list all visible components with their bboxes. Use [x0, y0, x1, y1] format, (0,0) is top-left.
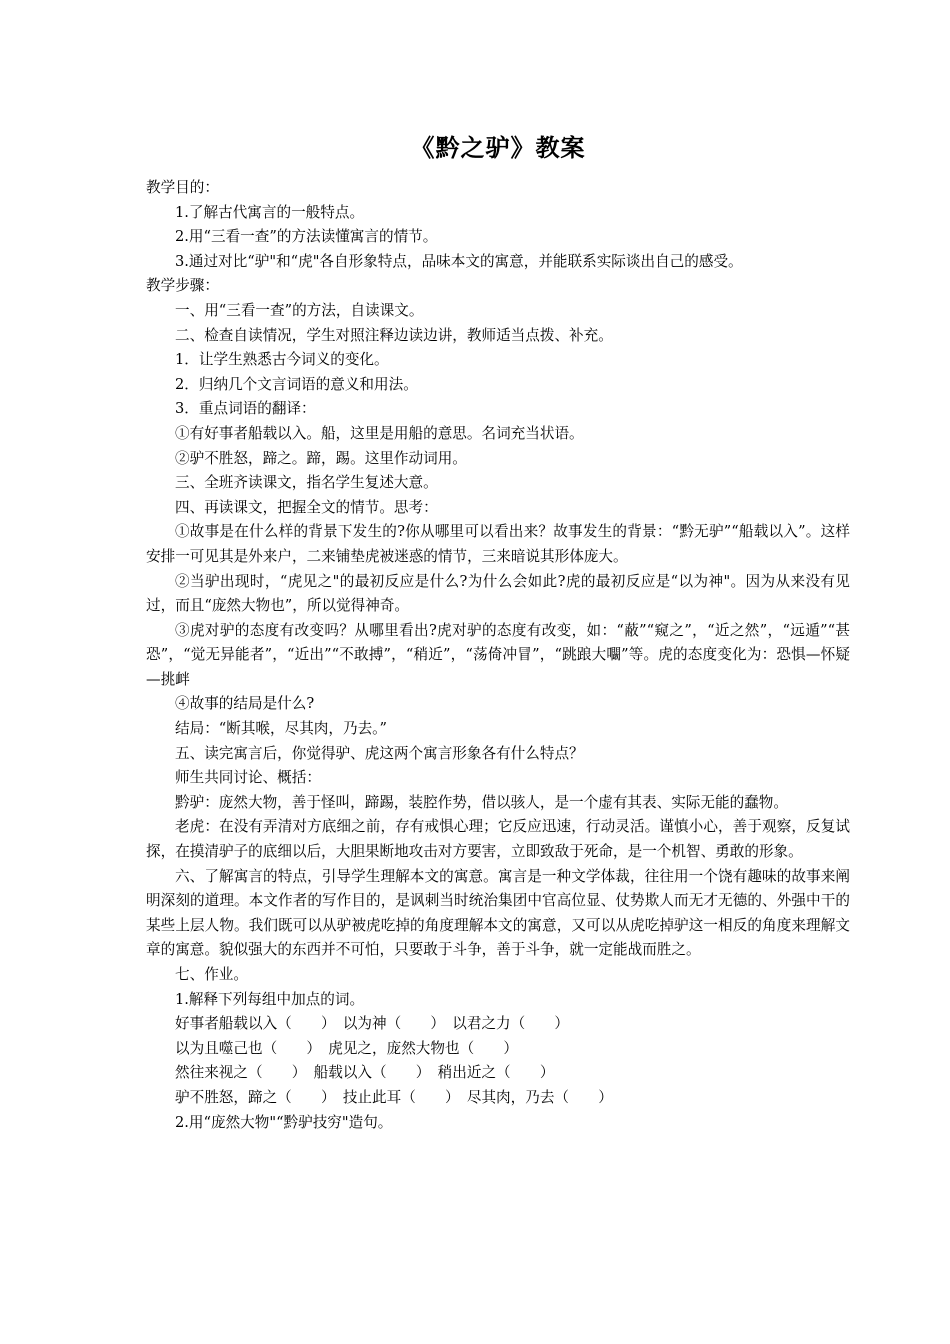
paragraph: ②驴不胜怒，蹄之。蹄，踢。这里作动词用。: [175, 449, 467, 467]
paragraph: 师生共同讨论、概括：: [175, 769, 321, 787]
paragraph: 教学目的：: [146, 179, 219, 196]
exercise-line: 好事者船载以入（ ） 以为神（ ） 以君之力（ ）: [175, 1015, 570, 1033]
document-title: 《黔之驴》教案: [410, 133, 586, 162]
paragraph: 二、检查自读情况，学生对照注释边读边讲，教师适当点拨、补充。: [175, 326, 613, 344]
paragraph: 1.解释下列每组中加点的词。: [175, 990, 365, 1008]
paragraph: 教学步骤：: [146, 277, 219, 295]
document-page: [146, 130, 850, 1135]
paragraph: 2.用“三看一查”的方法读懂寓言的情节。: [175, 228, 438, 246]
paragraph: ①有好事者船载以入。船，这里是用船的意思。名词充当状语。: [175, 424, 584, 442]
exercise-line: 驴不胜怒，蹄之（ ） 技止此耳（ ） 尽其肉，乃去（ ）: [175, 1088, 613, 1106]
paragraph: 七、作业。: [175, 966, 248, 983]
exercise-list: [146, 1012, 850, 1110]
paragraph: 结局：“断其喉，尽其肉，乃去。”: [175, 720, 387, 738]
paragraph: ①故事是在什么样的背景下发生的?你从哪里可以看出来？故事发生的背景：“黔无驴”“船载以入”。这样安排一可见其是外来户，二来铺垫虎被迷惑的情节，三来暗说其形体庞大。: [146, 523, 850, 565]
paragraph: 三、全班齐读课文，指名学生复述大意。: [175, 474, 438, 492]
paragraph: 3.通过对比“驴"和“虎"各自形象特点，品味本文的寓意，并能联系实际谈出自己的感受。: [175, 252, 743, 270]
paragraph: 六、了解寓言的特点，引导学生理解本文的寓意。寓言是一种文学体裁，往往用一个饶有趣味的故事来阐明深刻的道理。本文作者的写作目的，是讽刺当时统治集团中官高位显、仗势欺人而无才无德的、外强中干的某些上层人物。我们既可以从驴被虎吃掉的角度理解本文的寓意，又可以从虎吃掉驴这一相反的角度来理解文章的寓意。貌似强大的东西并不可怕，只要敢于斗争，善于斗争，就一定能战而胜之。: [146, 867, 850, 959]
paragraph: 老虎：在没有弄清对方底细之前，存有戒惧心理；它反应迅速，行动灵活。谨慎小心，善于观察，反复试探，在摸清驴子的底细以后，大胆果断地攻击对方要害，立即致敌于死命，是一个机智、勇敢的形象。: [146, 818, 850, 861]
exercise-line: 然往来视之（ ） 船载以入（ ） 稍出近之（ ）: [175, 1064, 555, 1082]
paragraph: 五、读完寓言后，你觉得驴、虎这两个寓言形象各有什么特点？: [175, 744, 584, 762]
paragraph: 一、用“三看一查”的方法，自读课文。: [175, 301, 424, 319]
paragraph: 1．让学生熟悉古今词义的变化。: [175, 351, 389, 369]
paragraph: 2．归纳几个文言词语的意义和用法。: [175, 375, 418, 393]
paragraph: ④故事的结局是什么?: [175, 695, 315, 713]
paragraph: ③虎对驴的态度有改变吗？从哪里看出?虎对驴的态度有改变，如：“蔽”“窥之”，“近之然”，“远遁”“甚恐”，“觉无异能者”，“近出”“不敢搏”，“稍近”，“荡倚冲冒”，“跳踉大㘚”等。虎的态度变化为：恐惧—怀疑—挑衅: [146, 621, 850, 688]
paragraph: 黔驴：庞然大物，善于怪叫，蹄踢，装腔作势，借以骇人，是一个虚有其表、实际无能的蠢物。: [175, 793, 788, 811]
paragraph: 四、再读课文，把握全文的情节。思考：: [175, 498, 438, 516]
document-body: [146, 176, 850, 1012]
paragraph: 1.了解古代寓言的一般特点。: [175, 203, 365, 221]
paragraph: ②当驴出现时，“虎见之"的最初反应是什么?为什么会如此?虎的最初反应是“以为神"。因为从来没有见过，而且“庞然大物也”，所以觉得神奇。: [146, 572, 850, 615]
paragraph: 3．重点词语的翻译：: [175, 400, 316, 418]
exercise-line: 以为且噬己也（ ） 虎见之，庞然大物也（ ）: [175, 1039, 518, 1057]
assignment-item-2: 2.用“庞然大物"“黔驴技穷"造句。: [175, 1113, 393, 1131]
